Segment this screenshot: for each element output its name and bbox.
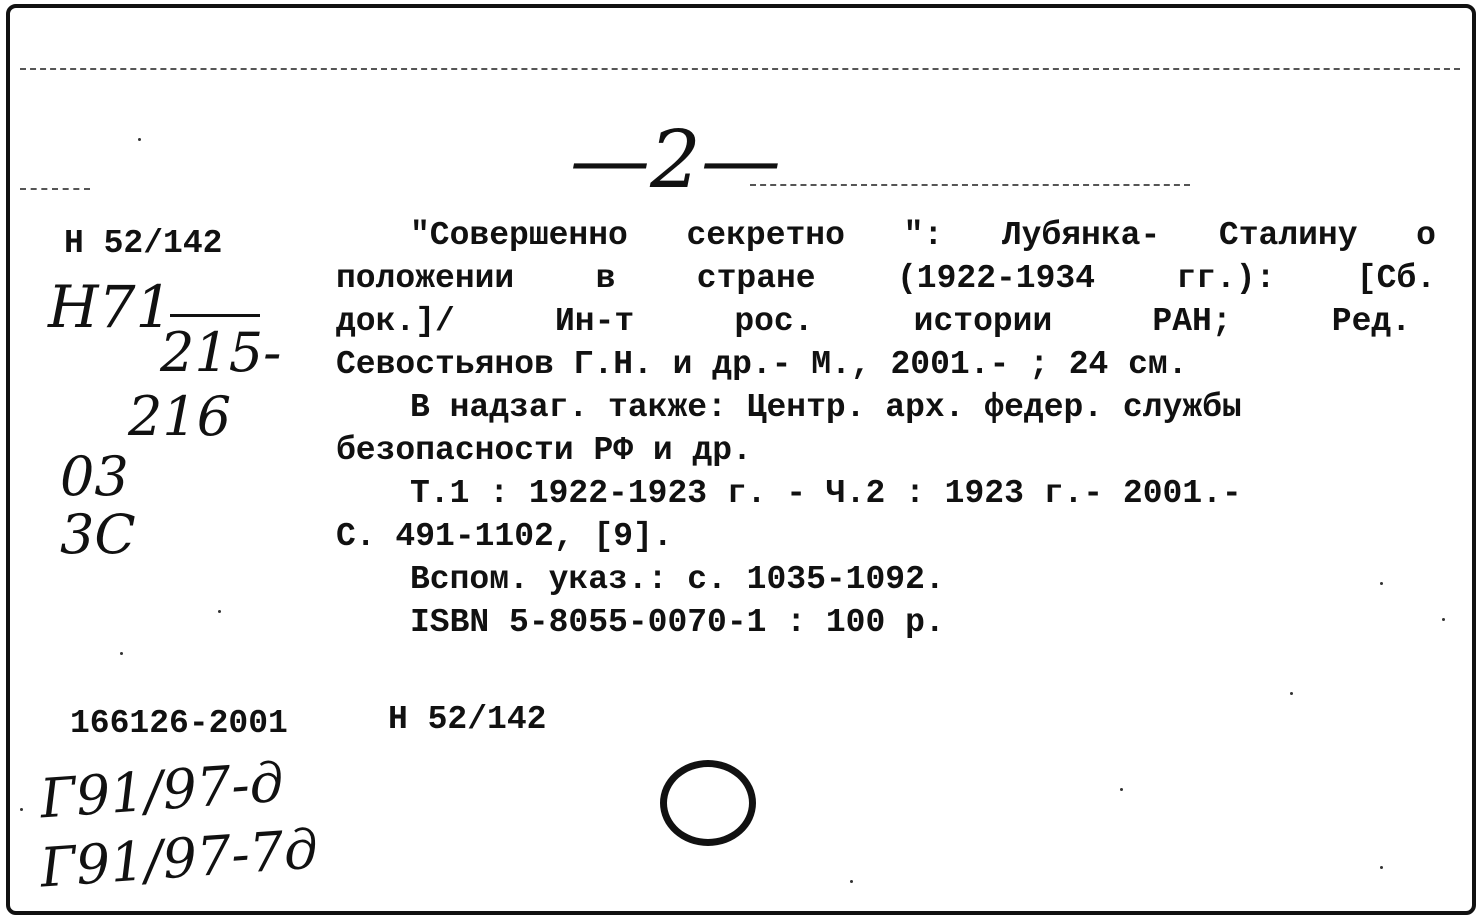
- handwritten-code-3: 216: [128, 385, 232, 448]
- description-line-4: Севостьянов Г.Н. и др.- М., 2001.- ; 24 см.: [336, 346, 1188, 383]
- header-rule-left: [20, 188, 90, 190]
- index-line: Вспом. указ.: с. 1035-1092.: [410, 561, 945, 598]
- note-line-1: В надзаг. также: Центр. арх. федер. службы: [410, 389, 1242, 426]
- speck: [1442, 618, 1445, 621]
- volume-line-1: Т.1 : 1922-1923 г. - Ч.2 : 1923 г.- 2001.-: [410, 475, 1242, 512]
- speck: [1380, 582, 1383, 585]
- handwritten-code-2: 215-: [160, 321, 282, 384]
- handwritten-bottom-2: Г91/97-7д: [38, 817, 321, 900]
- speck: [218, 610, 221, 613]
- speck: [1120, 788, 1123, 791]
- speck: [20, 808, 23, 811]
- speck: [120, 652, 123, 655]
- handwritten-code-5: 3C: [60, 503, 136, 566]
- speck: [1290, 692, 1293, 695]
- catalog-card: [6, 4, 1476, 915]
- handwritten-code-1: H71: [48, 273, 173, 341]
- sheet-number: —2—: [570, 113, 781, 206]
- handwritten-code-4: 03: [60, 445, 129, 508]
- shelfmark-top: Н 52/142: [64, 225, 223, 262]
- shelfmark-bottom: Н 52/142: [388, 701, 547, 738]
- punch-hole: [660, 760, 756, 846]
- description-line-1: "Совершенно секретно ": Лубянка- Сталину о: [410, 217, 1436, 254]
- note-line-2: безопасности РФ и др.: [336, 432, 752, 469]
- description-line-3: док.]/ Ин-т рос. истории РАН; Ред.: [336, 303, 1411, 340]
- description-line-2: положении в стране (1922-1934 гг.): [Сб.: [336, 260, 1436, 297]
- isbn-line: ISBN 5-8055-0070-1 : 100 р.: [410, 604, 945, 641]
- speck: [1380, 866, 1383, 869]
- speck: [850, 880, 853, 883]
- speck: [138, 138, 141, 141]
- handwritten-bottom-1: Г91/97-д: [38, 750, 286, 831]
- handwritten-rule: [170, 314, 260, 317]
- accession-number: 166126-2001: [70, 705, 288, 742]
- top-rule: [20, 68, 1460, 70]
- header-rule-right: [750, 184, 1190, 186]
- volume-line-2: С. 491-1102, [9].: [336, 518, 673, 555]
